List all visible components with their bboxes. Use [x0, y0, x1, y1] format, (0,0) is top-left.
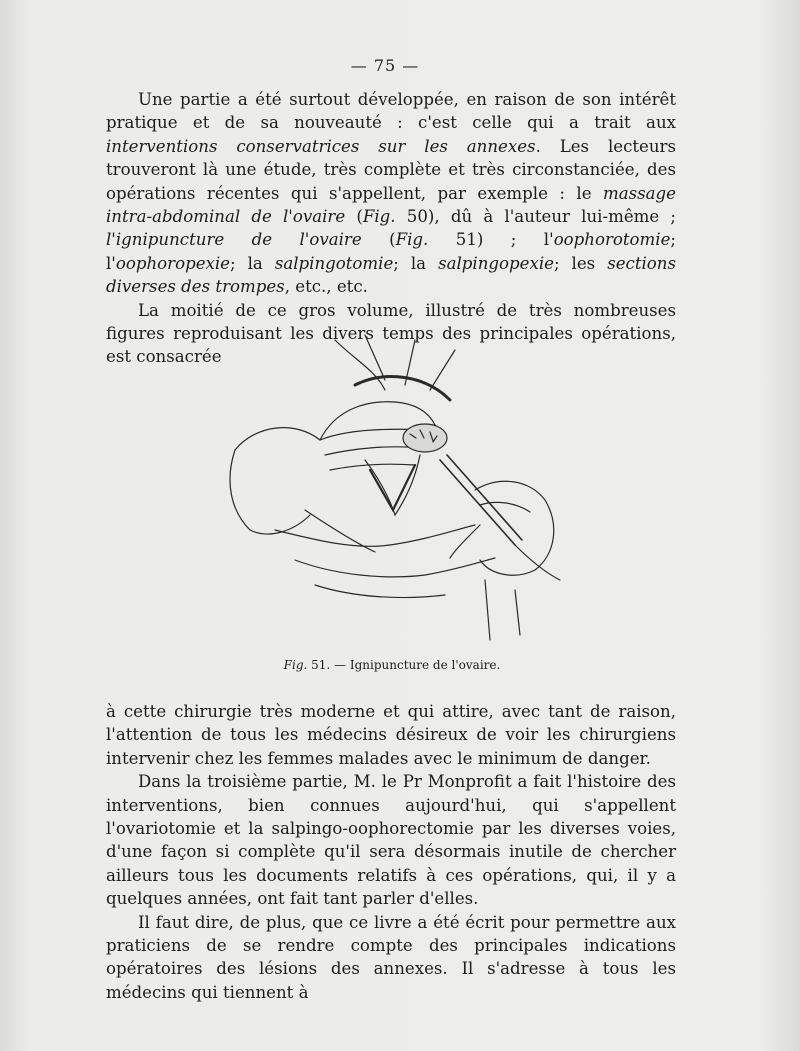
- figure-label: Fig.: [283, 658, 308, 672]
- emphasis: interventions conservatrices sur les annexes: [106, 136, 536, 156]
- fig-ref: Fig.: [395, 230, 429, 250]
- text-block-bottom: [106, 700, 676, 1004]
- ignipuncture-drawing: [215, 330, 575, 650]
- emphasis: oophorotomie: [553, 230, 671, 250]
- paragraph-1: Une partie a été surtout développée, en raison de son intérêt pratique et de sa nouveauté : c'est celle qui a trait aux interventions conservatrices sur les annexes. Les lecteurs trouveront là une étude, très complète et très circonstanciée, des opérations récentes qui s'appellent, par exemple : le massage intra-abdominal de l'ovaire (Fig. 50), dû à l'auteur lui-même ; l'ignipuncture de l'ovaire (Fig. 51) ; l'oophorotomie; l'oophoropexie; la salpingotomie; la salpingopexie; les sections diverses des trompes, etc., etc.: [106, 90, 677, 297]
- emphasis: salpingotomie: [274, 253, 394, 273]
- paragraph-4: Dans la troisième partie, M. le Pr Monprofit a fait l'histoire des interventions, bien connues aujourd'hui, qui s'appellent l'ovariotomie et la salpingo-oophorectomie par les diverses voies, d'une façon si complète qu'il sera désormais inutile de chercher ailleurs tous les documents relatifs à ces opérations, qui, il y a quelques années, ont fait tant parler d'elles.: [106, 772, 676, 909]
- emphasis: massage intra-abdominal de l'ovaire: [106, 183, 676, 227]
- page-number: — 75 —: [350, 56, 420, 75]
- paragraph-2: La moitié de ce gros volume, illustré de très nombreuses figures reproduisant les divers temps des principales opérations, est consacrée: [106, 300, 676, 367]
- emphasis: salpingopexie: [438, 253, 554, 273]
- emphasis: oophoropexie: [115, 253, 231, 273]
- emphasis: sections diverses des trompes: [106, 253, 676, 297]
- text-block-top: [106, 88, 676, 369]
- figure-caption: [0, 658, 784, 672]
- fig-ref: Fig.: [362, 207, 396, 227]
- paragraph-3: à cette chirurgie très moderne et qui attire, avec tant de raison, l'attention de tous les médecins désireux de voir les chirurgiens intervenir chez les femmes malades avec le minimum de danger.: [106, 702, 676, 768]
- surgical-illustration: [215, 330, 575, 650]
- emphasis: l'ignipuncture de l'ovaire: [106, 230, 362, 250]
- figure-caption-text: 51. — Ignipuncture de l'ovaire.: [307, 658, 501, 672]
- paragraph-5: Il faut dire, de plus, que ce livre a été écrit pour permettre aux praticiens de se rendre compte des principales indications opératoires des lésions des annexes. Il s'adresse à tous les médecins qui tiennent à: [106, 912, 676, 1002]
